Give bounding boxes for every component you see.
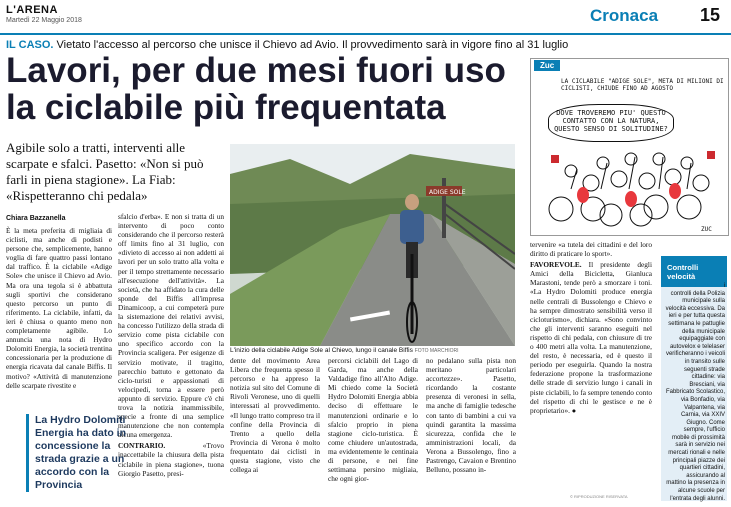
article-column-6 xyxy=(530,240,652,498)
column-6-favorevole xyxy=(530,260,652,415)
article-photo xyxy=(230,144,515,346)
article-column-3 xyxy=(230,356,320,502)
sidebar-text xyxy=(665,283,725,503)
issue-date: Martedì 22 Maggio 2018 xyxy=(6,17,82,24)
photo-caption xyxy=(230,347,515,354)
sidebar-title: Controlli velocità xyxy=(661,256,727,287)
pull-quote: La Hydro Dolomiti Energia ha dato in concessione la strada grazie a un accordo con la Provincia xyxy=(26,414,135,492)
caption-text: L'inizio della ciclabile Adige Sole al Chievo, lungo il canale Biffis xyxy=(230,347,413,354)
cartoon-signature: ZUC xyxy=(701,226,712,233)
kicker xyxy=(6,39,568,51)
cartoon-title: LA CICLABILE "ADIGE SOLE", META DI MILIONI DI CICLISTI, CHIUDE FINO AD AGOSTO xyxy=(561,78,724,92)
kicker-text: Vietato l'accesso al percorso che unisce il Chievo ad Avio. Il provvedimento sarà in vigore fino al 31 luglio xyxy=(53,39,569,51)
article-column-1 xyxy=(6,226,112,408)
column-4-text: percorsi ciclabili del Lago di Garda, ma anche della Valdadige fino all'Alto Adige. Mi chiedo come la Società Hydro Dolomiti Energia abbia deciso di effettuare le manutenzioni ordinarie e lo sfalcio proprio in piena stagione ciclo-turistica. È come chiudere un'autostrada, ma evidentemente le centinaia di persone, e nei fine settimana persino migliaia, che ogni gior- xyxy=(328,356,418,484)
headline: Lavori, per due mesi fuori uso la ciclabile più frequentata xyxy=(6,51,506,127)
column-2-text: sfalcio d'erba». E non si tratta di un intervento di poco conto considerando che il percorso resterà off limits fino al 31 luglio, con «divieto di accesso ai non addetti ai lavori per un solo tratto alla volta e per il tempo strettamente necessario all'esecuzione dell'attività». La società, che ha affidato la cura delle sponde del Biffis all'impresa Dinamicoop, a cui competerà pure la sistemazione dei relativi avvisi, ha concesso l'utilizzo della strada di servizio come pista ciclabile con uno specifico accordo con la Provincia scaligera. Per esigenze di servizio motivate, il tragitto, parecchio battuto e gettonato da ciclo-turisti e appassionati di velocipedi, torna a essere però appunto di servizio. Eppure c'è chi trova la notizia inammissibile, specie a fronte di una semplice manutenzione che non contempla alcuna emergenza. xyxy=(118,212,224,440)
article-summary: Agibile solo a tratti, interventi alle scarpate e sfalci. Pasetto: «Non si può farli in piena stagione». La Fiab: «Rispetteranno chi pedala» xyxy=(6,140,204,203)
favorevole-text: Il presidente degli Amici della Bicicletta, Gianluca Marastoni, tende però a smorzare i toni. «La Hydro Dolomiti produce energia nelle centrali di Bussolengo e Chievo e ha sempre dimostrato sensibilità verso il cicloturismo», dichiara. «Sono convinto che gli interventi saranno eseguiti nel rispetto di chi pedala, con chiusure di tre o 400 metri alla volta. La manutenzione, del resto, è necessaria, ed è questo il periodo per eseguirla. Quando la nostra federazione propone la trasformazione delle strade di servizio lungo i canali in piste ciclabili, lo fa sempre tenendo conto del rispetto di chi le gestisce e ne è proprietario». ● xyxy=(530,260,652,415)
cyclist-photo-illustration xyxy=(230,144,515,346)
column-1-text: È la meta preferita di migliaia di ciclisti, ma anche di podisti e persone che, semplicemente, hanno voglia di fare quattro passi lontano dal traffico. È la ciclabile «Adige Sole» che unisce il Chievo ad Avio. Ma ora una tegola si è abbattuta sugli sportivi che considerano questo percorso un punto di riferimento. La ciclabile, infatti, da ieri è chiusa o quanto meno non completamente agibile. Lo annuncia una nota di Hydro Dolomiti Energia, la società trentina concessionaria per la produzione di energia ricavata dal canale Biffis. Il motivo? «Attività di manutenzione delle scarpate rivestite e xyxy=(6,226,112,390)
sidebar-body: i controlli della Polizia municipale sulla velocità eccessiva. Da ieri e per tutta questa settimana le pattuglie della municipale equipaggiate con autovelox e telelaser verificheranno i veicoli in transito sulle seguenti strade cittadine: via Bresciani, via Fabbricato Scolastico, via Bonfadio, via Valpantena, via Carnia, via XXIV Giugno. Come sempre, l'ufficio mobile di prossimità sarà in servizio nei mercati rionali e nelle principali piazze dei quartieri cittadini, assicurando al mattino la presenza in alcune scuole per l'entrata degli alunni. xyxy=(665,283,725,502)
sidebar-lead: PROSEGUONO xyxy=(678,283,722,289)
article-column-4 xyxy=(328,356,418,502)
cartoon-label: Zuc xyxy=(534,60,560,71)
contrario-text: «Trovo inaccettabile la chiusura della pista ciclabile in piena stagione», tuona Giorgio Pasetto, presi- xyxy=(118,441,224,478)
favorevole-label: FAVOREVOLE. xyxy=(530,260,582,270)
page-number: 15 xyxy=(700,5,721,25)
cartoon-speech-bubble: DOVE TROVEREMO PIU' QUESTO CONTATTO CON LA NATURA, QUESTO SENSO DI SOLITUDINE? xyxy=(548,104,674,142)
column-5-text: no pedalano sulla pista non meritano particolari accortezze». Pasetto, ricordando la costante presenza di veronesi in sella, ma anche di famiglie tedesche con tanto di bambini a cui va quindi garantita la massima sicurezza, confida che le amministrazioni locali, da Verona a Bussolengo, fino a Pastrengo, Cavaion e Brentino Belluno, possano in- xyxy=(426,356,516,475)
header-rule xyxy=(0,33,731,35)
byline: Chiara Bazzanella xyxy=(6,215,66,222)
kicker-label: IL CASO. xyxy=(6,39,54,51)
article-column-5 xyxy=(426,356,516,502)
photo-sign-text: ADIGE SOLE xyxy=(429,189,466,196)
contrario-label: CONTRARIO. xyxy=(118,441,166,451)
masthead: L'ARENA xyxy=(6,4,58,16)
column-6-text-a: tervenire «a tutela dei cittadini e del loro diritto di praticare lo sport». xyxy=(530,240,652,259)
section-title: Cronaca xyxy=(590,6,659,25)
column-3-text: dente del movimento Area Libera che frequenta spesso il percorso e ha appreso la notizia sul sito del Comune di Rivoli Veronese, uno di quelli interessati al provvedimento. «Il lungo tratto compreso tra il confine della Provincia di Trento a quello della Provincia di Verona è molto frequentato dai ciclisti in questa stagione, visto che collega ai xyxy=(230,356,320,475)
copyright-notice: © RIPRODUZIONE RISERVATA xyxy=(570,494,628,499)
photo-credit: FOTO MARCHIORI xyxy=(414,348,459,354)
